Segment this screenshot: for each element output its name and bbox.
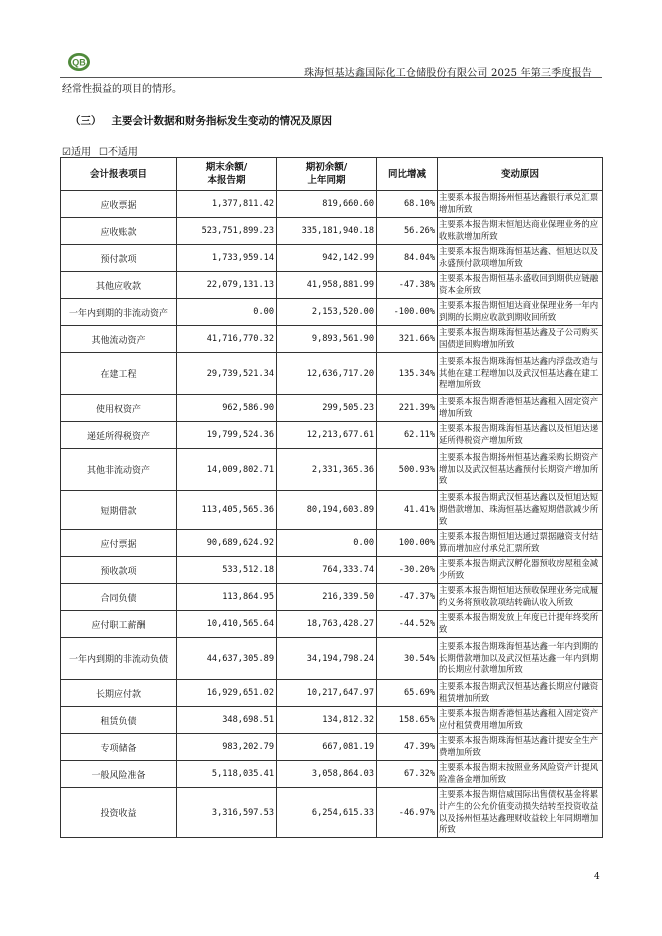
yoy-change: 47.39% bbox=[377, 734, 438, 761]
change-reason: 主要系本报告期扬州恒基达鑫采购长期资产增加以及武汉恒基达鑫预付长期资产增加所致 bbox=[438, 449, 603, 491]
table-row bbox=[61, 395, 603, 422]
page-number: 4 bbox=[594, 872, 600, 882]
change-reason: 主要系本报告期末按照业务风险资产计提风险准备金增加所致 bbox=[438, 761, 603, 788]
applicable-label: 适用 bbox=[70, 147, 91, 158]
table-row bbox=[61, 449, 603, 491]
item-name: 其他应收款 bbox=[61, 272, 177, 299]
header-reason: 变动原因 bbox=[438, 158, 603, 191]
report-header-title: 珠海恒基达鑫国际化工仓储股份有限公司 2025 年第三季度报告 bbox=[303, 68, 592, 79]
yoy-change: 500.93% bbox=[377, 449, 438, 491]
begin-balance: 12,213,677.61 bbox=[277, 422, 377, 449]
table-body bbox=[61, 191, 603, 838]
yoy-change: 67.32% bbox=[377, 761, 438, 788]
header-change: 同比增减 bbox=[377, 158, 438, 191]
yoy-change: 56.26% bbox=[377, 218, 438, 245]
begin-balance: 134,812.32 bbox=[277, 707, 377, 734]
change-reason: 主要系本报告期恒旭达预收保理业务完成履约义务将预收款项结转确认收入所致 bbox=[438, 584, 603, 611]
item-name: 租赁负债 bbox=[61, 707, 177, 734]
change-reason: 主要系本报告期香港恒基达鑫租入固定资产应付租赁费用增加所致 bbox=[438, 707, 603, 734]
end-balance: 533,512.18 bbox=[177, 557, 277, 584]
begin-balance: 34,194,798.24 bbox=[277, 638, 377, 680]
yoy-change: -30.20% bbox=[377, 557, 438, 584]
end-balance: 14,009,802.71 bbox=[177, 449, 277, 491]
table-row bbox=[61, 245, 603, 272]
begin-balance: 41,958,881.99 bbox=[277, 272, 377, 299]
table-row bbox=[61, 218, 603, 245]
change-reason: 主要系本报告期珠海恒基达鑫、恒旭达以及永盛预付款项增加所致 bbox=[438, 245, 603, 272]
item-name: 预收款项 bbox=[61, 557, 177, 584]
table-row bbox=[61, 557, 603, 584]
intro-text: 经常性损益的项目的情形。 bbox=[62, 84, 182, 95]
end-balance: 0.00 bbox=[177, 299, 277, 326]
end-balance: 41,716,770.32 bbox=[177, 326, 277, 353]
end-balance: 44,637,305.89 bbox=[177, 638, 277, 680]
yoy-change: 65.69% bbox=[377, 680, 438, 707]
end-balance: 3,316,597.53 bbox=[177, 788, 277, 838]
section-heading bbox=[70, 113, 332, 128]
yoy-change: -47.38% bbox=[377, 272, 438, 299]
end-balance: 523,751,899.23 bbox=[177, 218, 277, 245]
header-end-balance: 期末余额/ 本报告期 bbox=[177, 158, 277, 191]
table-row bbox=[61, 734, 603, 761]
change-reason: 主要系本报告期香港恒基达鑫租入固定资产增加所致 bbox=[438, 395, 603, 422]
yoy-change: 321.66% bbox=[377, 326, 438, 353]
begin-balance: 2,153,520.00 bbox=[277, 299, 377, 326]
item-name: 使用权资产 bbox=[61, 395, 177, 422]
table-row bbox=[61, 491, 603, 530]
end-balance: 348,698.51 bbox=[177, 707, 277, 734]
change-reason: 主要系本报告期发放上年度已计提年终奖所致 bbox=[438, 611, 603, 638]
begin-balance: 6,254,615.33 bbox=[277, 788, 377, 838]
end-balance: 90,689,624.92 bbox=[177, 530, 277, 557]
item-name: 短期借款 bbox=[61, 491, 177, 530]
item-name: 在建工程 bbox=[61, 353, 177, 395]
section-title: 主要会计数据和财务指标发生变动的情况及原因 bbox=[111, 115, 332, 127]
table-row bbox=[61, 680, 603, 707]
begin-balance: 764,333.74 bbox=[277, 557, 377, 584]
begin-balance: 216,339.50 bbox=[277, 584, 377, 611]
table-header-row bbox=[61, 158, 603, 191]
end-balance: 113,864.95 bbox=[177, 584, 277, 611]
end-balance: 983,202.79 bbox=[177, 734, 277, 761]
table-row bbox=[61, 272, 603, 299]
begin-balance: 942,142.99 bbox=[277, 245, 377, 272]
logo-text: QB bbox=[72, 57, 86, 68]
financial-changes-table bbox=[60, 157, 603, 838]
change-reason: 主要系本报告期珠海恒基达鑫以及恒旭达递延所得税资产增加所致 bbox=[438, 422, 603, 449]
change-reason: 主要系本报告期扬州恒基达鑫银行承兑汇票增加所致 bbox=[438, 191, 603, 218]
header-item: 会计报表项目 bbox=[61, 158, 177, 191]
change-reason: 主要系本报告期恒旭达通过票据融资支付结算而增加应付承兑汇票所致 bbox=[438, 530, 603, 557]
checked-box-icon: ☑ bbox=[62, 147, 71, 158]
table-row bbox=[61, 761, 603, 788]
begin-balance: 0.00 bbox=[277, 530, 377, 557]
change-reason: 主要系本报告期珠海恒基达鑫及子公司购买国债逆回购增加所致 bbox=[438, 326, 603, 353]
item-name: 应付职工薪酬 bbox=[61, 611, 177, 638]
change-reason: 主要系本报告期珠海恒基达鑫一年内到期的长期借款增加以及武汉恒基达鑫一年内到期的长期应付款增加所致 bbox=[438, 638, 603, 680]
item-name: 投资收益 bbox=[61, 788, 177, 838]
yoy-change: 158.65% bbox=[377, 707, 438, 734]
table-row bbox=[61, 353, 603, 395]
end-balance: 962,586.90 bbox=[177, 395, 277, 422]
item-name: 应收账款 bbox=[61, 218, 177, 245]
end-balance: 10,410,565.64 bbox=[177, 611, 277, 638]
begin-balance: 667,081.19 bbox=[277, 734, 377, 761]
begin-balance: 299,505.23 bbox=[277, 395, 377, 422]
item-name: 应付票据 bbox=[61, 530, 177, 557]
yoy-change: 41.41% bbox=[377, 491, 438, 530]
unchecked-box-icon: ☐ bbox=[98, 147, 108, 158]
begin-balance: 80,194,603.89 bbox=[277, 491, 377, 530]
item-name: 其他非流动资产 bbox=[61, 449, 177, 491]
change-reason: 主要系本报告期恒基永盛收回到期供应链融资本金所致 bbox=[438, 272, 603, 299]
item-name: 专项储备 bbox=[61, 734, 177, 761]
table-row bbox=[61, 707, 603, 734]
end-balance: 22,079,131.13 bbox=[177, 272, 277, 299]
table-row bbox=[61, 299, 603, 326]
change-reason: 主要系本报告期武汉恒基达鑫以及恒旭达短期借款增加、珠海恒基达鑫短期借款减少所致 bbox=[438, 491, 603, 530]
company-logo bbox=[67, 52, 91, 72]
header-divider bbox=[60, 77, 602, 78]
yoy-change: -100.00% bbox=[377, 299, 438, 326]
change-reason: 主要系本报告期信威国际出售债权基金将累计产生的公允价值变动损失结转至投资收益以及扬州恒基达鑫理财收益较上年同期增加所致 bbox=[438, 788, 603, 838]
not-applicable-label: 不适用 bbox=[107, 147, 138, 158]
end-balance: 5,118,035.41 bbox=[177, 761, 277, 788]
table-row bbox=[61, 611, 603, 638]
yoy-change: 135.34% bbox=[377, 353, 438, 395]
change-reason: 主要系本报告期珠海恒基达鑫内浮盘改造与其他在建工程增加以及武汉恒基达鑫在建工程增加所致 bbox=[438, 353, 603, 395]
yoy-change: 62.11% bbox=[377, 422, 438, 449]
begin-balance: 335,181,940.18 bbox=[277, 218, 377, 245]
begin-balance: 12,636,717.20 bbox=[277, 353, 377, 395]
table-row bbox=[61, 422, 603, 449]
begin-balance: 819,660.60 bbox=[277, 191, 377, 218]
table-row bbox=[61, 584, 603, 611]
yoy-change: 30.54% bbox=[377, 638, 438, 680]
item-name: 一年内到期的非流动负债 bbox=[61, 638, 177, 680]
yoy-change: -47.37% bbox=[377, 584, 438, 611]
item-name: 其他流动资产 bbox=[61, 326, 177, 353]
begin-balance: 3,058,864.03 bbox=[277, 761, 377, 788]
table-row bbox=[61, 326, 603, 353]
item-name: 一年内到期的非流动资产 bbox=[61, 299, 177, 326]
begin-balance: 18,763,428.27 bbox=[277, 611, 377, 638]
header-begin-balance: 期初余额/ 上年同期 bbox=[277, 158, 377, 191]
end-balance: 16,929,651.02 bbox=[177, 680, 277, 707]
begin-balance: 2,331,365.36 bbox=[277, 449, 377, 491]
item-name: 一般风险准备 bbox=[61, 761, 177, 788]
yoy-change: 68.10% bbox=[377, 191, 438, 218]
table-row bbox=[61, 788, 603, 838]
end-balance: 29,739,521.34 bbox=[177, 353, 277, 395]
item-name: 预付款项 bbox=[61, 245, 177, 272]
item-name: 合同负债 bbox=[61, 584, 177, 611]
item-name: 应收票据 bbox=[61, 191, 177, 218]
begin-balance: 10,217,647.97 bbox=[277, 680, 377, 707]
table-row bbox=[61, 191, 603, 218]
change-reason: 主要系本报告期武汉恒基达鑫长期应付融资租赁增加所致 bbox=[438, 680, 603, 707]
change-reason: 主要系本报告期珠海恒基达鑫计提安全生产费增加所致 bbox=[438, 734, 603, 761]
begin-balance: 9,893,561.90 bbox=[277, 326, 377, 353]
yoy-change: -44.52% bbox=[377, 611, 438, 638]
end-balance: 19,799,524.36 bbox=[177, 422, 277, 449]
yoy-change: 221.39% bbox=[377, 395, 438, 422]
end-balance: 1,377,811.42 bbox=[177, 191, 277, 218]
change-reason: 主要系本报告期武汉孵化器预收房屋租金减少所致 bbox=[438, 557, 603, 584]
section-number: （三） bbox=[70, 115, 102, 127]
yoy-change: 100.00% bbox=[377, 530, 438, 557]
table-row bbox=[61, 530, 603, 557]
item-name: 长期应付款 bbox=[61, 680, 177, 707]
applicability-selector bbox=[62, 143, 138, 158]
end-balance: 1,733,959.14 bbox=[177, 245, 277, 272]
yoy-change: 84.04% bbox=[377, 245, 438, 272]
end-balance: 113,405,565.36 bbox=[177, 491, 277, 530]
item-name: 递延所得税资产 bbox=[61, 422, 177, 449]
change-reason: 主要系本报告期末恒旭达商业保理业务的应收账款增加所致 bbox=[438, 218, 603, 245]
yoy-change: -46.97% bbox=[377, 788, 438, 838]
table-row bbox=[61, 638, 603, 680]
change-reason: 主要系本报告期恒旭达商业保理业务一年内到期的长期应收款到期收回所致 bbox=[438, 299, 603, 326]
